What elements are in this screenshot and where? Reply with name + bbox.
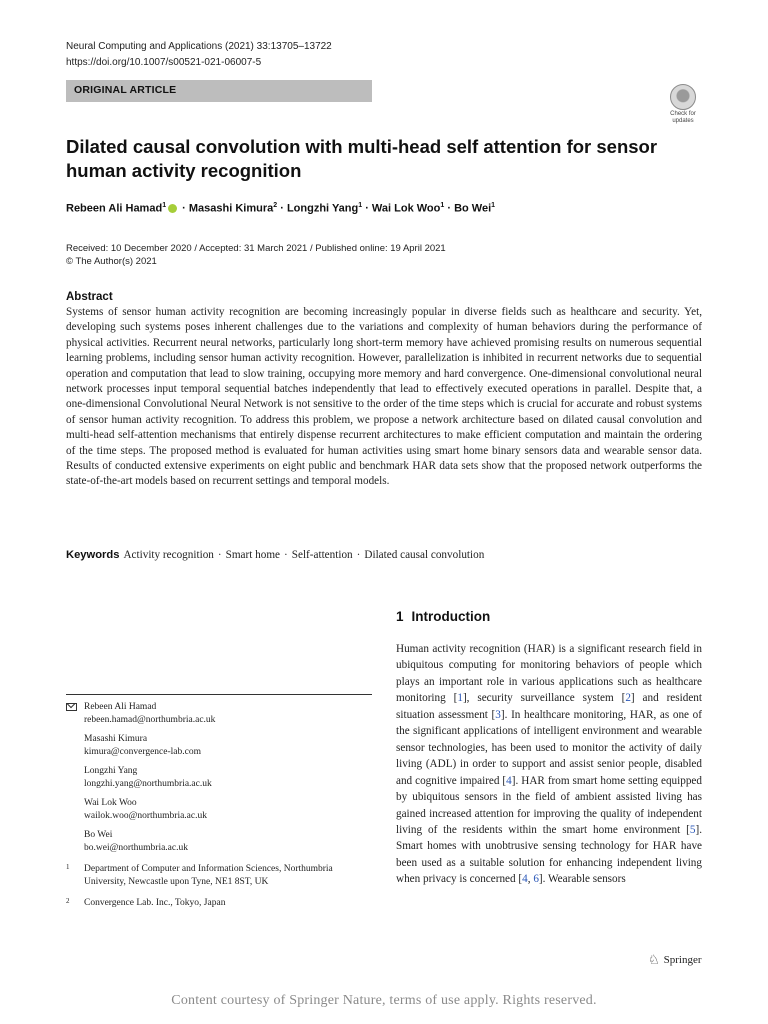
affiliation-text: Convergence Lab. Inc., Tokyo, Japan — [84, 898, 226, 908]
author-separator: · — [444, 202, 455, 215]
body-text: ]. Smart homes with unobtrusive sensing technology for HAR have been used as a suitable solution for enhancing independent living when privacy is concerned [ — [396, 823, 702, 886]
author-separator: · — [179, 202, 189, 215]
citation-link[interactable]: 5 — [689, 823, 696, 836]
author-name[interactable]: Bo Wei — [454, 202, 492, 215]
publisher-logo — [648, 952, 702, 968]
contact-name: Bo Wei — [84, 830, 113, 840]
body-text: ] and resident situation assessment [ — [396, 692, 702, 721]
contact-email[interactable]: rebeen.hamad@northumbria.ac.uk — [84, 714, 216, 725]
author-name[interactable]: Rebeen Ali Hamad — [66, 202, 163, 215]
body-text: ]. Wearable sensors — [538, 873, 626, 886]
author-name[interactable]: Wai Lok Woo — [371, 202, 441, 215]
citation-link[interactable]: 6 — [533, 873, 539, 886]
author-contacts — [66, 701, 372, 910]
author-affiliation-mark: 1 — [162, 202, 167, 209]
citation-link[interactable]: 3 — [495, 708, 501, 721]
citation-link[interactable]: 4 — [522, 873, 528, 886]
affiliation-number: 2 — [66, 897, 70, 905]
keyword: Dilated causal convolution — [364, 549, 485, 561]
orcid-icon[interactable] — [168, 204, 177, 213]
introduction-body — [396, 641, 702, 888]
author-affiliation-mark: 1 — [358, 202, 363, 209]
article-type-label: ORIGINAL ARTICLE — [74, 84, 177, 96]
section-number: 1 — [396, 609, 404, 624]
envelope-icon — [66, 703, 77, 711]
affiliation-number: 1 — [66, 863, 70, 871]
abstract-heading: Abstract — [66, 291, 113, 303]
author-separator: · — [277, 202, 287, 215]
paper-title: Dilated causal convolution with multi-head self attention for sensor human activity recognition — [66, 136, 658, 181]
keyword-separator: · — [284, 549, 288, 561]
affiliation-text: Department of Computer and Information Sciences, Northumbria University, Newcastle upon Tyne, NE1 8ST, UK — [84, 864, 333, 887]
author-contact — [66, 765, 372, 790]
author-contact — [66, 701, 372, 726]
body-text: ], security surveillance system [ — [462, 692, 626, 705]
affiliation — [66, 897, 372, 910]
keyword: Activity recognition — [123, 549, 214, 561]
author-name[interactable]: Longzhi Yang — [286, 202, 359, 215]
citation-link[interactable]: 4 — [506, 774, 512, 787]
author-affiliation-mark: 1 — [491, 202, 496, 209]
author-affiliation-mark: 2 — [273, 202, 278, 209]
contact-email[interactable]: kimura@convergence-lab.com — [84, 746, 201, 757]
keywords-heading: Keywords — [66, 549, 120, 561]
body-text: ]. In healthcare monitoring, HAR, as one of the significant applications of intelligent environment and wearable sensor technologies, has been used to monitor the activity of daily living (ADL) in order to support and assist senior people, disabled and cognitive impaired [ — [396, 708, 702, 787]
doi-link[interactable]: https://doi.org/10.1007/s00521-021-06007-5 — [66, 57, 262, 68]
body-text: , — [527, 873, 534, 886]
dates-line: Received: 10 December 2020 / Accepted: 31 March 2021 / Published online: 19 April 2021 — [66, 243, 446, 254]
check-for-updates-icon — [670, 84, 696, 110]
check-for-updates-badge[interactable] — [664, 84, 702, 124]
journal-citation: Neural Computing and Applications (2021) 33:13705–13722 — [66, 41, 332, 52]
keywords-line — [66, 549, 484, 561]
publisher-name: Springer — [663, 954, 702, 966]
copyright-line: © The Author(s) 2021 — [66, 256, 157, 267]
publication-dates — [66, 242, 446, 268]
citation-link[interactable]: 1 — [457, 692, 463, 705]
author-list — [66, 202, 495, 215]
author-affiliation-mark: 1 — [440, 202, 445, 209]
contact-email[interactable]: wailok.woo@northumbria.ac.uk — [84, 810, 207, 821]
rights-footer: Content courtesy of Springer Nature, terms of use apply. Rights reserved. — [171, 993, 597, 1008]
section-title: Introduction — [411, 609, 491, 624]
author-name[interactable]: Masashi Kimura — [188, 202, 274, 215]
check-updates-line1: Check for — [670, 111, 696, 117]
author-separator: · — [362, 202, 372, 215]
contact-email[interactable]: longzhi.yang@northumbria.ac.uk — [84, 778, 212, 789]
abstract-body: Systems of sensor human activity recognition are becoming increasingly popular in diverse fields such as healthcare and security. Yet, developing such systems poses inherent challenges due to the variations and complexity of human behaviors during the performance of physical activities. Recurrent neural networks, particularly long short-term memory have achieved promising results on numerous sequential learning problems, including sensor human activity recognition. However, parallelization is inhibited in recurrent networks due to sequential operation and computation that lead to slow training, occupying more memory and hard convergence. One-dimensional convolutional neural network processes input temporal sequential batches independently that lead to effectively executed operations in parallel. Despite that, a one-dimensional Convolutional Neural Network is not sensitive to the order of the time steps which is crucial for accurate and robust systems of sensor human activity recognition. To address this problem, we propose a network architecture based on dilated causal convolution and multi-head self-attention mechanisms that entirely dispense recurrent architectures to make efficient computation and maintain the ordering of the time steps. The proposed method is evaluated for human activities using smart home binary sensors data and wearable sensor data. Results of conducted extensive experiments on eight public and benchmark HAR data sets show that the proposed network outperforms the state-of-the-art models based on recurrent settings and temporal models. — [66, 306, 702, 488]
keyword: Self-attention — [291, 549, 353, 561]
citation-link[interactable]: 2 — [625, 692, 631, 705]
keyword: Smart home — [225, 549, 281, 561]
author-contact — [66, 797, 372, 822]
footnote-divider — [66, 694, 372, 695]
contact-name: Longzhi Yang — [84, 766, 138, 776]
contact-email[interactable]: bo.wei@northumbria.ac.uk — [84, 842, 188, 853]
contact-name: Rebeen Ali Hamad — [84, 702, 157, 712]
keyword-separator: · — [217, 549, 222, 561]
check-updates-line2: updates — [672, 117, 694, 124]
author-contact — [66, 829, 372, 854]
section-heading-introduction — [396, 609, 490, 624]
author-contact — [66, 733, 372, 758]
contact-name: Wai Lok Woo — [84, 798, 137, 808]
body-text: Human activity recognition (HAR) is a significant research field in ubiquitous computing for monitoring behaviors of people which plays an important role in various applications such as healthcare monitoring [ — [396, 643, 702, 705]
keyword-separator: · — [356, 549, 361, 561]
body-text: ]. HAR from smart home setting equipped by ubiquitous sensors in the field of ambient assisted living has gained increased attention for improving the quality of independent living of the residents within the smart home environment [ — [396, 774, 702, 836]
contact-name: Masashi Kimura — [84, 734, 148, 744]
springer-horse-icon: ♘ — [648, 952, 660, 967]
affiliation — [66, 863, 372, 888]
